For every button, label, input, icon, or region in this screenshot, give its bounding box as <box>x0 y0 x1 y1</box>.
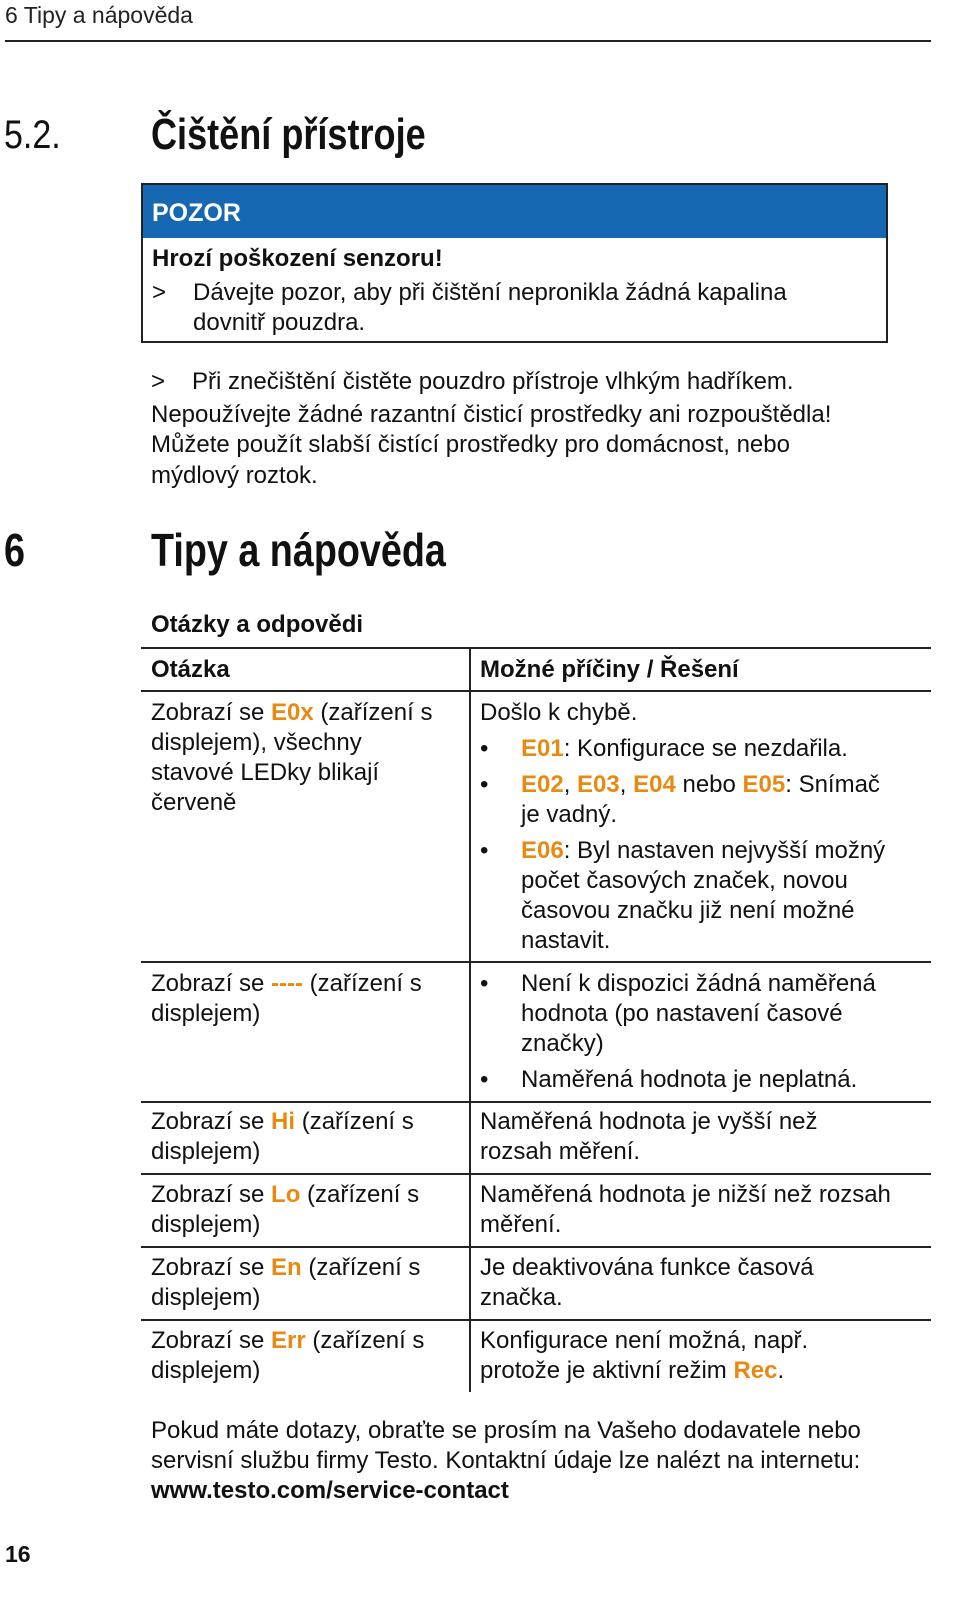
warning-box <box>141 183 888 343</box>
question-line: Zobrazí se Hi (zařízení s <box>151 1108 414 1135</box>
question-line: Zobrazí se E0x (zařízení s <box>151 699 433 726</box>
answer-line: Je deaktivována funkce časová <box>480 1254 814 1281</box>
table-rule <box>141 647 931 649</box>
cleaning-line: Můžete použít slabší čistící prostředky pro domácnost, nebo <box>151 431 790 458</box>
service-url-link[interactable]: www.testo.com/service-contact <box>151 1477 509 1504</box>
error-code: E0x <box>271 699 314 726</box>
answer-bullet: E02, E03, E04 nebo E05: Snímač <box>521 771 880 798</box>
error-code: En <box>271 1254 302 1281</box>
mode-code: Rec <box>733 1357 778 1384</box>
error-code: Hi <box>271 1108 296 1135</box>
answer-intro: Došlo k chybě. <box>480 699 638 726</box>
warning-title: Hrozí poškození senzoru! <box>152 245 443 272</box>
question-line: Zobrazí se ---- (zařízení s <box>151 970 422 997</box>
error-code: E01 <box>521 735 564 762</box>
page-number: 16 <box>5 1541 31 1567</box>
error-code: E02 <box>521 771 564 798</box>
error-code: Lo <box>271 1181 301 1208</box>
answer-line: značka. <box>480 1284 563 1311</box>
answer-line: nastavit. <box>521 927 611 954</box>
error-code: E04 <box>633 771 676 798</box>
error-code: E05 <box>742 771 786 798</box>
cleaning-line: Nepoužívejte žádné razantní čisticí prostředky ani rozpouštědla! <box>151 401 832 428</box>
question-line: displejem) <box>151 1211 261 1238</box>
question-line: displejem) <box>151 1284 261 1311</box>
arrow-marker: > <box>152 279 167 306</box>
cleaning-line: Při znečištění čistěte pouzdro přístroje vlhkým hadříkem. <box>192 368 794 395</box>
table-rule <box>141 690 931 692</box>
bullet-marker: • <box>480 771 489 798</box>
answer-bullet: E01: Konfigurace se nezdařila. <box>521 735 848 762</box>
contact-paragraph <box>151 1416 861 1506</box>
table-column-divider <box>469 647 471 1392</box>
table-rule <box>141 1319 931 1321</box>
answer-line: Není k dispozici žádná naměřená <box>521 970 876 997</box>
answer-line: je vadný. <box>521 801 618 828</box>
question-line: Zobrazí se Lo (zařízení s <box>151 1181 420 1208</box>
answer-line: hodnota (po nastavení časové <box>521 1000 843 1027</box>
table-rule <box>141 961 931 963</box>
error-code: ---- <box>271 970 304 997</box>
question-line: červeně <box>151 789 237 816</box>
warning-instruction <box>152 278 872 338</box>
answer-line: měření. <box>480 1211 562 1238</box>
cleaning-line: mýdlový roztok. <box>151 462 318 489</box>
table-rule <box>141 1246 931 1248</box>
answer-line: Naměřená hodnota je vyšší než <box>480 1108 818 1135</box>
answer-line: protože je aktivní režim Rec. <box>480 1357 785 1384</box>
table-rule <box>141 1173 931 1175</box>
answer-line: Naměřená hodnota je nižší než rozsah <box>480 1181 891 1208</box>
chapter-title: Tipy a nápověda <box>151 524 446 576</box>
warning-line: Dávejte pozor, aby při čištění nepronikla žádná kapalina <box>193 279 787 306</box>
answer-line: počet časových značek, novou <box>521 867 848 894</box>
error-code: E06 <box>521 837 564 864</box>
table-rule <box>141 1101 931 1103</box>
answer-line: Naměřená hodnota je neplatná. <box>521 1066 858 1093</box>
answer-line: časovou značku již není možné <box>521 897 855 924</box>
warning-label: POZOR <box>143 185 886 238</box>
faq-title: Otázky a odpovědi <box>151 611 364 638</box>
bullet-marker: • <box>480 735 489 762</box>
cleaning-instruction <box>151 367 931 492</box>
bullet-marker: • <box>480 837 489 864</box>
bullet-marker: • <box>480 970 489 997</box>
answer-bullet: E06: Byl nastaven nejvyšší možný <box>521 837 886 864</box>
answer-line: značky) <box>521 1030 604 1057</box>
error-code: Err <box>271 1327 306 1354</box>
header-rule <box>5 40 931 42</box>
question-line: displejem) <box>151 1357 261 1384</box>
error-code: E03 <box>577 771 620 798</box>
question-line: displejem), všechny <box>151 729 362 756</box>
bullet-marker: • <box>480 1066 489 1093</box>
running-header: 6 Tipy a nápověda <box>5 2 193 28</box>
section-title: Čištění přístroje <box>151 110 426 159</box>
question-line: Zobrazí se En (zařízení s <box>151 1254 421 1281</box>
column-header-question: Otázka <box>151 656 230 683</box>
answer-line: rozsah měření. <box>480 1138 641 1165</box>
contact-line: servisní službu firmy Testo. Kontaktní údaje lze nalézt na internetu: <box>151 1447 861 1474</box>
question-line: Zobrazí se Err (zařízení s <box>151 1327 425 1354</box>
arrow-marker: > <box>151 368 166 395</box>
question-line: displejem) <box>151 1138 261 1165</box>
section-number: 5.2. <box>4 113 61 157</box>
question-line: stavové LEDky blikají <box>151 759 380 786</box>
answer-line: Konfigurace není možná, např. <box>480 1327 809 1354</box>
warning-line: dovnitř pouzdra. <box>193 309 366 336</box>
contact-line: Pokud máte dotazy, obraťte se prosím na Vašeho dodavatele nebo <box>151 1417 861 1444</box>
column-header-answer: Možné příčiny / Řešení <box>480 656 739 683</box>
chapter-number: 6 <box>4 524 25 576</box>
question-line: displejem) <box>151 1000 261 1027</box>
